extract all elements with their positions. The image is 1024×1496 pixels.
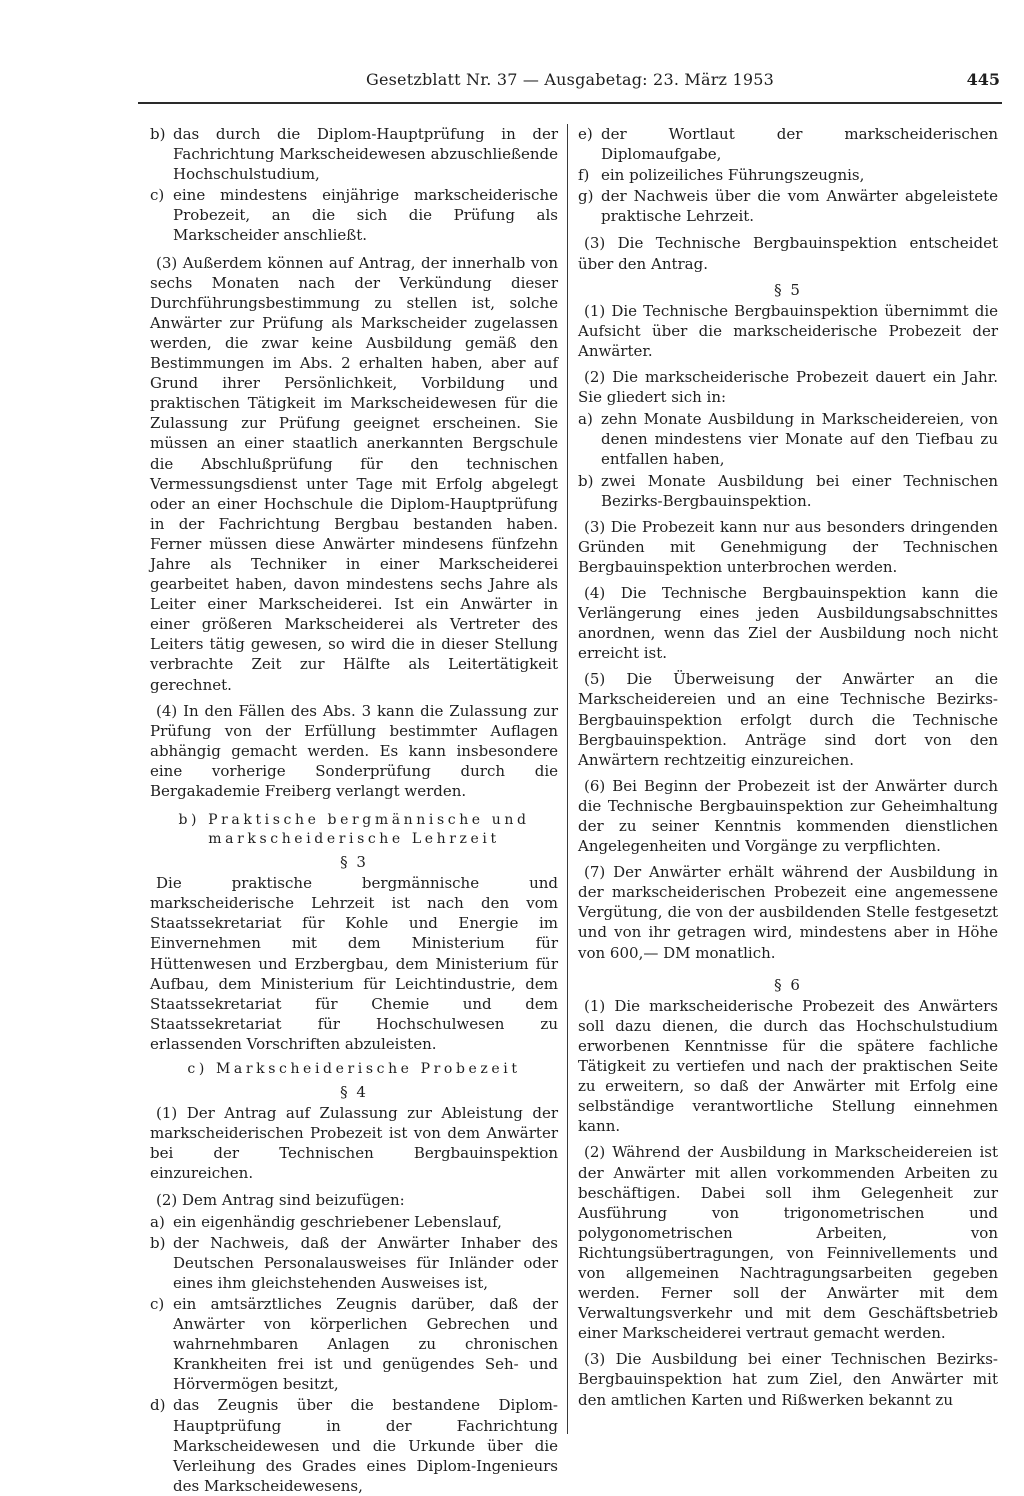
list-marker: f): [578, 166, 590, 185]
paragraph-4: (4) In den Fällen des Abs. 3 kann die Zulassung zur Prüfung von der Erfüllung bestimmter Auflagen abhängig gemacht werden. Es kann insbesondere eine vorherige Sonderprüfung durch die Bergakademie Freiberg verlangt werden.: [150, 701, 558, 800]
list-marker: a): [578, 410, 593, 429]
paragraph-3-right: (3) Die Technische Bergbauinspektion entscheidet über den Antrag.: [578, 234, 998, 273]
list-text: das Zeugnis über die bestandene Diplom-Hauptprüfung in der Fachrichtung Markscheidewesen und die Urkunde über die Verleihung des Grades eines Diplom-Ingenieurs des Markscheidewesens,: [173, 1396, 558, 1495]
list-item: [150, 1233, 558, 1293]
section-5-paragraph-4: (4) Die Technische Bergbauinspektion kann die Verlängerung eines jeden Ausbildungsabschnittes anordnen, wenn das Ziel der Ausbildung noch nicht erreicht ist.: [578, 583, 998, 663]
list-item: [150, 124, 558, 184]
section-3-heading: § 3: [340, 853, 368, 872]
list-item: [150, 185, 558, 245]
section-6-paragraph-3: (3) Die Ausbildung bei einer Technischen Bezirks-Bergbauinspektion hat zum Ziel, den Anwärter mit den amtlichen Karten und Rißwerken bekannt zu: [578, 1350, 998, 1409]
section-4-paragraph-2: (2) Dem Antrag sind beizufügen:: [156, 1190, 405, 1209]
section-5-paragraph-6: (6) Bei Beginn der Probezeit ist der Anwärter durch die Technische Bergbauinspektion zur Geheimhaltung der zu seiner Kenntnis kommenden dienstlichen Angelegenheiten und Vorgänge zu verpflichten.: [578, 776, 998, 856]
subsection-heading-b-line1: b) Praktische bergmännische und: [178, 812, 530, 829]
list-marker: d): [150, 1396, 166, 1415]
list-marker: c): [150, 1294, 165, 1313]
list-item: [150, 1294, 558, 1394]
list-item: [578, 409, 998, 469]
section-5-paragraph-3: (3) Die Probezeit kann nur aus besonders dringenden Gründen mit Genehmigung der Technischen Bergbauinspektion unterbrochen werden.: [578, 517, 998, 576]
section-5-paragraph-2: (2) Die markscheiderische Probezeit dauert ein Jahr. Sie gliedert sich in:: [578, 368, 998, 407]
list-text: ein eigenhändig geschriebener Lebenslauf,: [173, 1212, 502, 1231]
list-marker: g): [578, 187, 594, 206]
list-item: [150, 1212, 558, 1232]
subsection-heading-c: c) Markscheiderische Probezeit: [187, 1061, 521, 1078]
list-item: [578, 124, 998, 164]
list-text: eine mindestens einjährige markscheiderische Probezeit, an die sich die Prüfung als Markscheider anschließt.: [173, 186, 558, 245]
section-5-heading: § 5: [774, 280, 802, 299]
section-5-paragraph-5: (5) Die Überweisung der Anwärter an die Markscheidereien und an eine Technische Bezirks-Bergbauinspektion erfolgt durch die Technische Bergbauinspektion. Anträge sind dort von den Anwärtern rechtzeitig einzureichen.: [578, 670, 998, 769]
list-marker: a): [150, 1212, 165, 1231]
section-5-paragraph-1: (1) Die Technische Bergbauinspektion übernimmt die Aufsicht über die markscheiderische Probezeit der Anwärter.: [578, 301, 998, 360]
list-marker: b): [578, 471, 594, 490]
list-text: ein polizeiliches Führungszeugnis,: [601, 166, 865, 185]
list-marker: b): [150, 125, 166, 143]
list-text: der Nachweis, daß der Anwärter Inhaber des Deutschen Personalausweises für Inländer oder eines ihm gleichstehenden Ausweises ist,: [173, 1233, 558, 1292]
page-number: 445: [966, 70, 1000, 89]
section-6-heading: § 6: [774, 975, 802, 994]
list-text: zwei Monate Ausbildung bei einer Technischen Bezirks-Bergbauinspektion.: [601, 471, 998, 510]
left-column: [150, 124, 558, 1495]
list-text: der Wortlaut der markscheiderischen Diplomaufgabe,: [601, 125, 998, 164]
paragraph-3: (3) Außerdem können auf Antrag, der innerhalb von sechs Monaten nach der Verkündung dieser Durchführungsbestimmung zu stellen ist, solche Anwärter zur Prüfung als Markscheider zugelassen werden, die zwar keine Ausbildung gemäß den Bestimmungen im Abs. 2 erhalten haben, aber auf Grund ihrer Persönlichkeit, Vorbildung und praktischen Tätigkeit im Markscheidewesen für die Zulassung zur Prüfung geeignet erscheinen. Sie müssen an einer staatlich anerkannten Bergschule die Abschlußprüfung für den technischen Vermessungsdienst unter Tage mit Erfolg abgelegt oder an einer Hochschule die Diplom-Hauptprüfung in der Fachrichtung Bergbau bestanden haben. Ferner müssen diese Anwärter mindesens fünfzehn Jahre als Techniker in einer Markscheiderei gearbeitet haben, davon mindestens sechs Jahre als Leiter einer Markscheiderei. Ist ein Anwärter in einer größeren Markscheiderei als Vertreter des Leiters tätig gewesen, so wird die in dieser Stellung verbrachte Zeit zur Hälfte als Leitertätigkeit gerechnet.: [150, 253, 558, 694]
page-header: [138, 62, 1002, 104]
list-text: das durch die Diplom-Hauptprüfung in der Fachrichtung Markscheidewesen abzuschließende Hochschulstudium,: [173, 125, 558, 184]
column-divider: [567, 124, 568, 1434]
list-item: [578, 186, 998, 226]
section-3-text: Die praktische bergmännische und markscheiderische Lehrzeit ist nach den vom Staatssekretariat für Kohle und Energie im Einvernehmen mit dem Ministerium für Hüttenwesen und Erzbergbau, dem Ministerium für Aufbau, dem Ministerium für Leichtindustrie, dem Staatssekretariat für Chemie und dem Staatssekretariat für Hochschulwesen zu erlassenden Vorschriften abzuleisten.: [150, 874, 558, 1053]
list-item: [578, 471, 998, 511]
subsection-heading-b-line2: markscheiderische Lehrzeit: [208, 831, 500, 848]
list-text: ein amtsärztliches Zeugnis darüber, daß der Anwärter von körperlichen Gebrechen und wahrnehmbaren Anlagen zu chronischen Krankheiten frei ist und genügendes Seh- und Hörvermögen besitzt,: [173, 1294, 558, 1394]
section-5-paragraph-7: (7) Der Anwärter erhält während der Ausbildung in der markscheiderischen Probezeit eine angemessene Vergütung, die von der ausbildenden Stelle festgesetzt und von ihr getragen wird, mindestens aber in Höhe von 600,— DM monatlich.: [578, 863, 998, 962]
gazette-title: Gesetzblatt Nr. 37 — Ausgabetag: 23. März 1953: [365, 70, 774, 89]
section-4-heading: § 4: [340, 1083, 368, 1102]
list-text: der Nachweis über die vom Anwärter abgeleistete praktische Lehrzeit.: [601, 187, 998, 226]
list-text: zehn Monate Ausbildung in Markscheidereien, von denen mindestens vier Monate auf den Tiefbau zu entfallen haben,: [601, 410, 998, 469]
list-item: [578, 165, 998, 185]
right-column: [578, 124, 998, 1436]
section-6-paragraph-1: (1) Die markscheiderische Probezeit des Anwärters soll dazu dienen, die durch das Hochschulstudium erworbenen Kenntnisse für die spätere fachliche Tätigkeit zu vertiefen und nach der praktischen Seite zu erweitern, so daß der Anwärter mit Erfolg eine selbständige verantwortliche Stellung einnehmen kann.: [578, 996, 998, 1136]
list-item: [150, 1395, 558, 1495]
list-marker: e): [578, 125, 593, 143]
section-4-paragraph-1: (1) Der Antrag auf Zulassung zur Ableistung der markscheiderischen Probezeit ist von dem Anwärter bei der Technischen Bergbauinspektion einzureichen.: [150, 1104, 558, 1183]
section-6-paragraph-2: (2) Während der Ausbildung in Markscheidereien ist der Anwärter mit allen vorkommenden Arbeiten zu beschäftigen. Dabei soll ihm Gelegenheit zur Ausführung von trigonometrischen und polygonometrischen Arbeiten, von Richtungsübertragungen, von Feinnivellements und von allgemeinen Nachtragungsarbeiten gegeben werden. Ferner soll der Anwärter mit dem Verwaltungsverkehr und mit dem Geschäftsbetrieb einer Markscheiderei vertraut gemacht werden.: [578, 1143, 998, 1343]
list-marker: c): [150, 186, 165, 205]
list-marker: b): [150, 1233, 166, 1252]
